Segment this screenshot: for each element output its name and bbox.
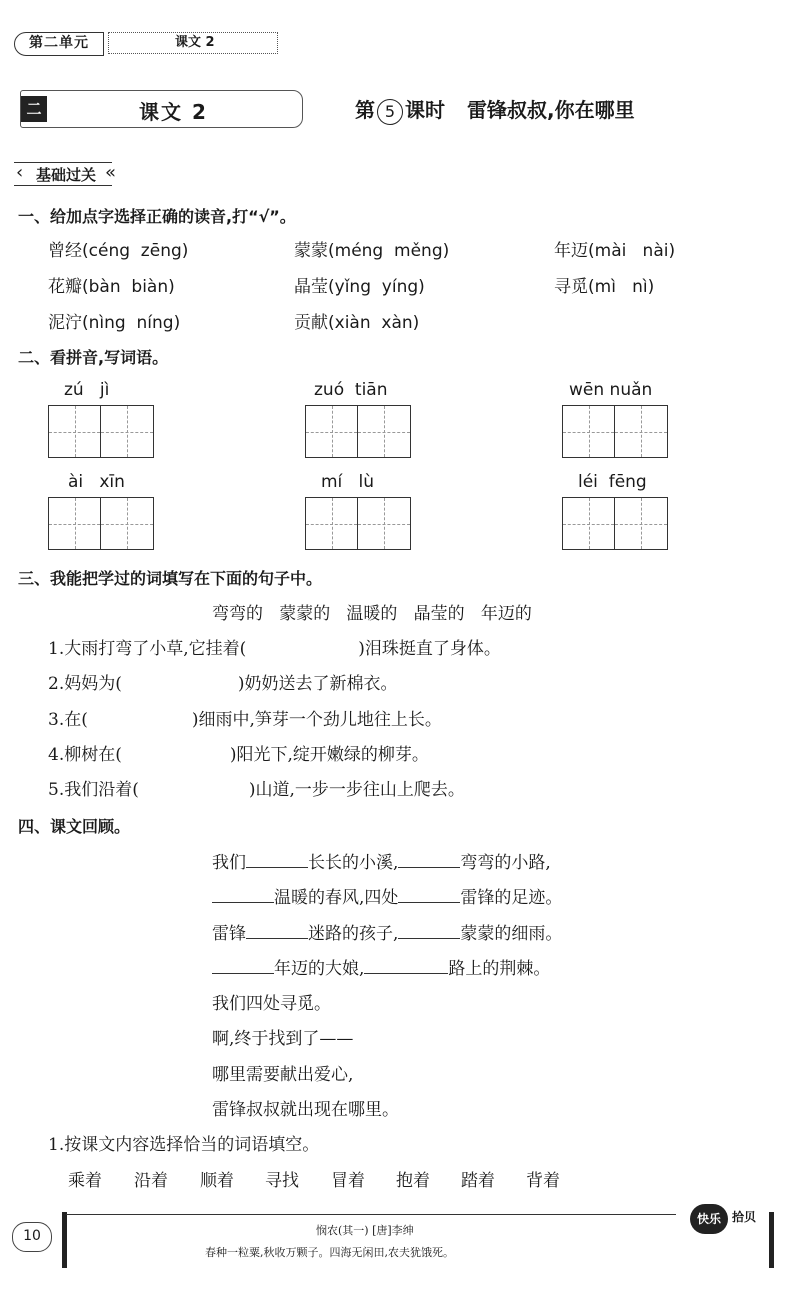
poem-line: 哪里需要献出爱心, [212, 1065, 354, 1085]
poem-line: 雷锋叔叔就出现在哪里。 [212, 1100, 399, 1120]
footer-poem-body: 春种一粒粟,秋收万颗子。四海无闲田,农夫犹饿死。 [205, 1246, 454, 1259]
section-badge [14, 162, 117, 186]
period-suffix: 课时 [405, 98, 445, 122]
sentence: 2.妈妈为( )奶奶送去了新棉衣。 [48, 674, 398, 694]
poem-line: 温暖的春风,四处 雷锋的足迹。 [212, 883, 562, 908]
poem-line: 雷锋 迷路的孩子, 蒙蒙的细雨。 [212, 919, 562, 944]
lesson-tag-small: 课文 2 [108, 32, 278, 54]
writing-grid[interactable] [562, 497, 668, 550]
q1-item: 泥泞(nìng níng) [48, 313, 181, 333]
pinyin-label: zuó tiān [314, 380, 388, 400]
writing-grid[interactable] [48, 405, 154, 458]
pinyin-label: léi fēng [578, 472, 647, 492]
option-word: 沿着 [134, 1171, 168, 1191]
pinyin-label: zú jì [64, 380, 110, 400]
poem-line: 我们四处寻觅。 [212, 994, 331, 1014]
q1-item: 寻觅(mì nì) [554, 277, 655, 297]
sentence: 4.柳树在( )阳光下,绽开嫩绿的柳芽。 [48, 745, 429, 765]
option-word: 踏着 [461, 1171, 495, 1191]
period-number: 5 [377, 99, 403, 125]
poem-blank[interactable] [212, 885, 274, 903]
q1-item: 蒙蒙(méng měng) [294, 241, 450, 261]
q1-title: 一、给加点字选择正确的读音,打“√”。 [18, 207, 296, 226]
writing-grid[interactable] [562, 405, 668, 458]
q1-item: 晶莹(yǐng yíng) [294, 277, 425, 297]
page-number: 10 [12, 1222, 52, 1252]
q4-title: 四、课文回顾。 [18, 817, 131, 836]
word-bank: 弯弯的 蒙蒙的 温暖的 晶莹的 年迈的 [212, 604, 532, 624]
lesson-title: 课文 2 [139, 100, 208, 124]
q1-item: 年迈(mài nài) [554, 241, 676, 261]
poem-blank[interactable] [246, 850, 308, 868]
sentence: 3.在( )细雨中,笋芽一个劲儿地往上长。 [48, 710, 442, 730]
pinyin-label: wēn nuǎn [569, 380, 653, 400]
footer-poem-title: 悯农(其一) [唐]李绅 [316, 1224, 414, 1237]
option-word: 背着 [526, 1171, 560, 1191]
poem-line: 我们 长长的小溪, 弯弯的小路, [212, 848, 551, 873]
lesson-banner [20, 90, 303, 128]
writing-grid[interactable] [48, 497, 154, 550]
q1-item: 花瓣(bàn biàn) [48, 277, 175, 297]
q1-item: 曾经(céng zēng) [48, 241, 189, 261]
lesson-name: 雷锋叔叔,你在哪里 [467, 98, 635, 122]
unit-tag: 第二单元 [14, 32, 104, 56]
writing-grid[interactable] [305, 405, 411, 458]
period-prefix: 第 [355, 98, 375, 122]
poem-blank[interactable] [212, 956, 274, 974]
poem-blank[interactable] [398, 850, 460, 868]
option-word: 寻找 [265, 1171, 299, 1191]
q1-item: 贡献(xiàn xàn) [294, 313, 420, 333]
poem-blank[interactable] [246, 921, 308, 939]
lesson-number-badge: 二 [21, 96, 47, 122]
sentence: 1.大雨打弯了小草,它挂着( )泪珠挺直了身体。 [48, 639, 501, 659]
q2-title: 二、看拼音,写词语。 [18, 348, 169, 367]
pinyin-label: mí lù [321, 472, 374, 492]
section-badge-label: 基础过关 [36, 166, 97, 184]
q3-title: 三、我能把学过的词填写在下面的句子中。 [18, 569, 323, 588]
writing-grid[interactable] [305, 497, 411, 550]
logo-bubble-icon: 快乐 [690, 1204, 728, 1234]
sub-question: 1.按课文内容选择恰当的词语填空。 [48, 1135, 320, 1155]
option-word: 冒着 [331, 1171, 365, 1191]
pinyin-label: ài xīn [68, 472, 125, 492]
sentence: 5.我们沿着( )山道,一步一步往山上爬去。 [48, 780, 465, 800]
logo-text: 拾贝 [732, 1210, 757, 1224]
footer-divider [66, 1214, 676, 1215]
period-heading [355, 94, 635, 125]
option-word: 乘着 [68, 1171, 102, 1191]
poem-blank[interactable] [364, 956, 448, 974]
left-chevron-icon: ‹ [16, 162, 24, 183]
poem-line: 啊,终于找到了—— [212, 1029, 354, 1049]
double-chevron-icon: « [105, 162, 117, 183]
poem-line: 年迈的大娘, 路上的荆棘。 [212, 954, 550, 979]
option-word: 抱着 [396, 1171, 430, 1191]
option-word: 顺着 [200, 1171, 234, 1191]
poem-blank[interactable] [398, 921, 460, 939]
poem-blank[interactable] [398, 885, 460, 903]
